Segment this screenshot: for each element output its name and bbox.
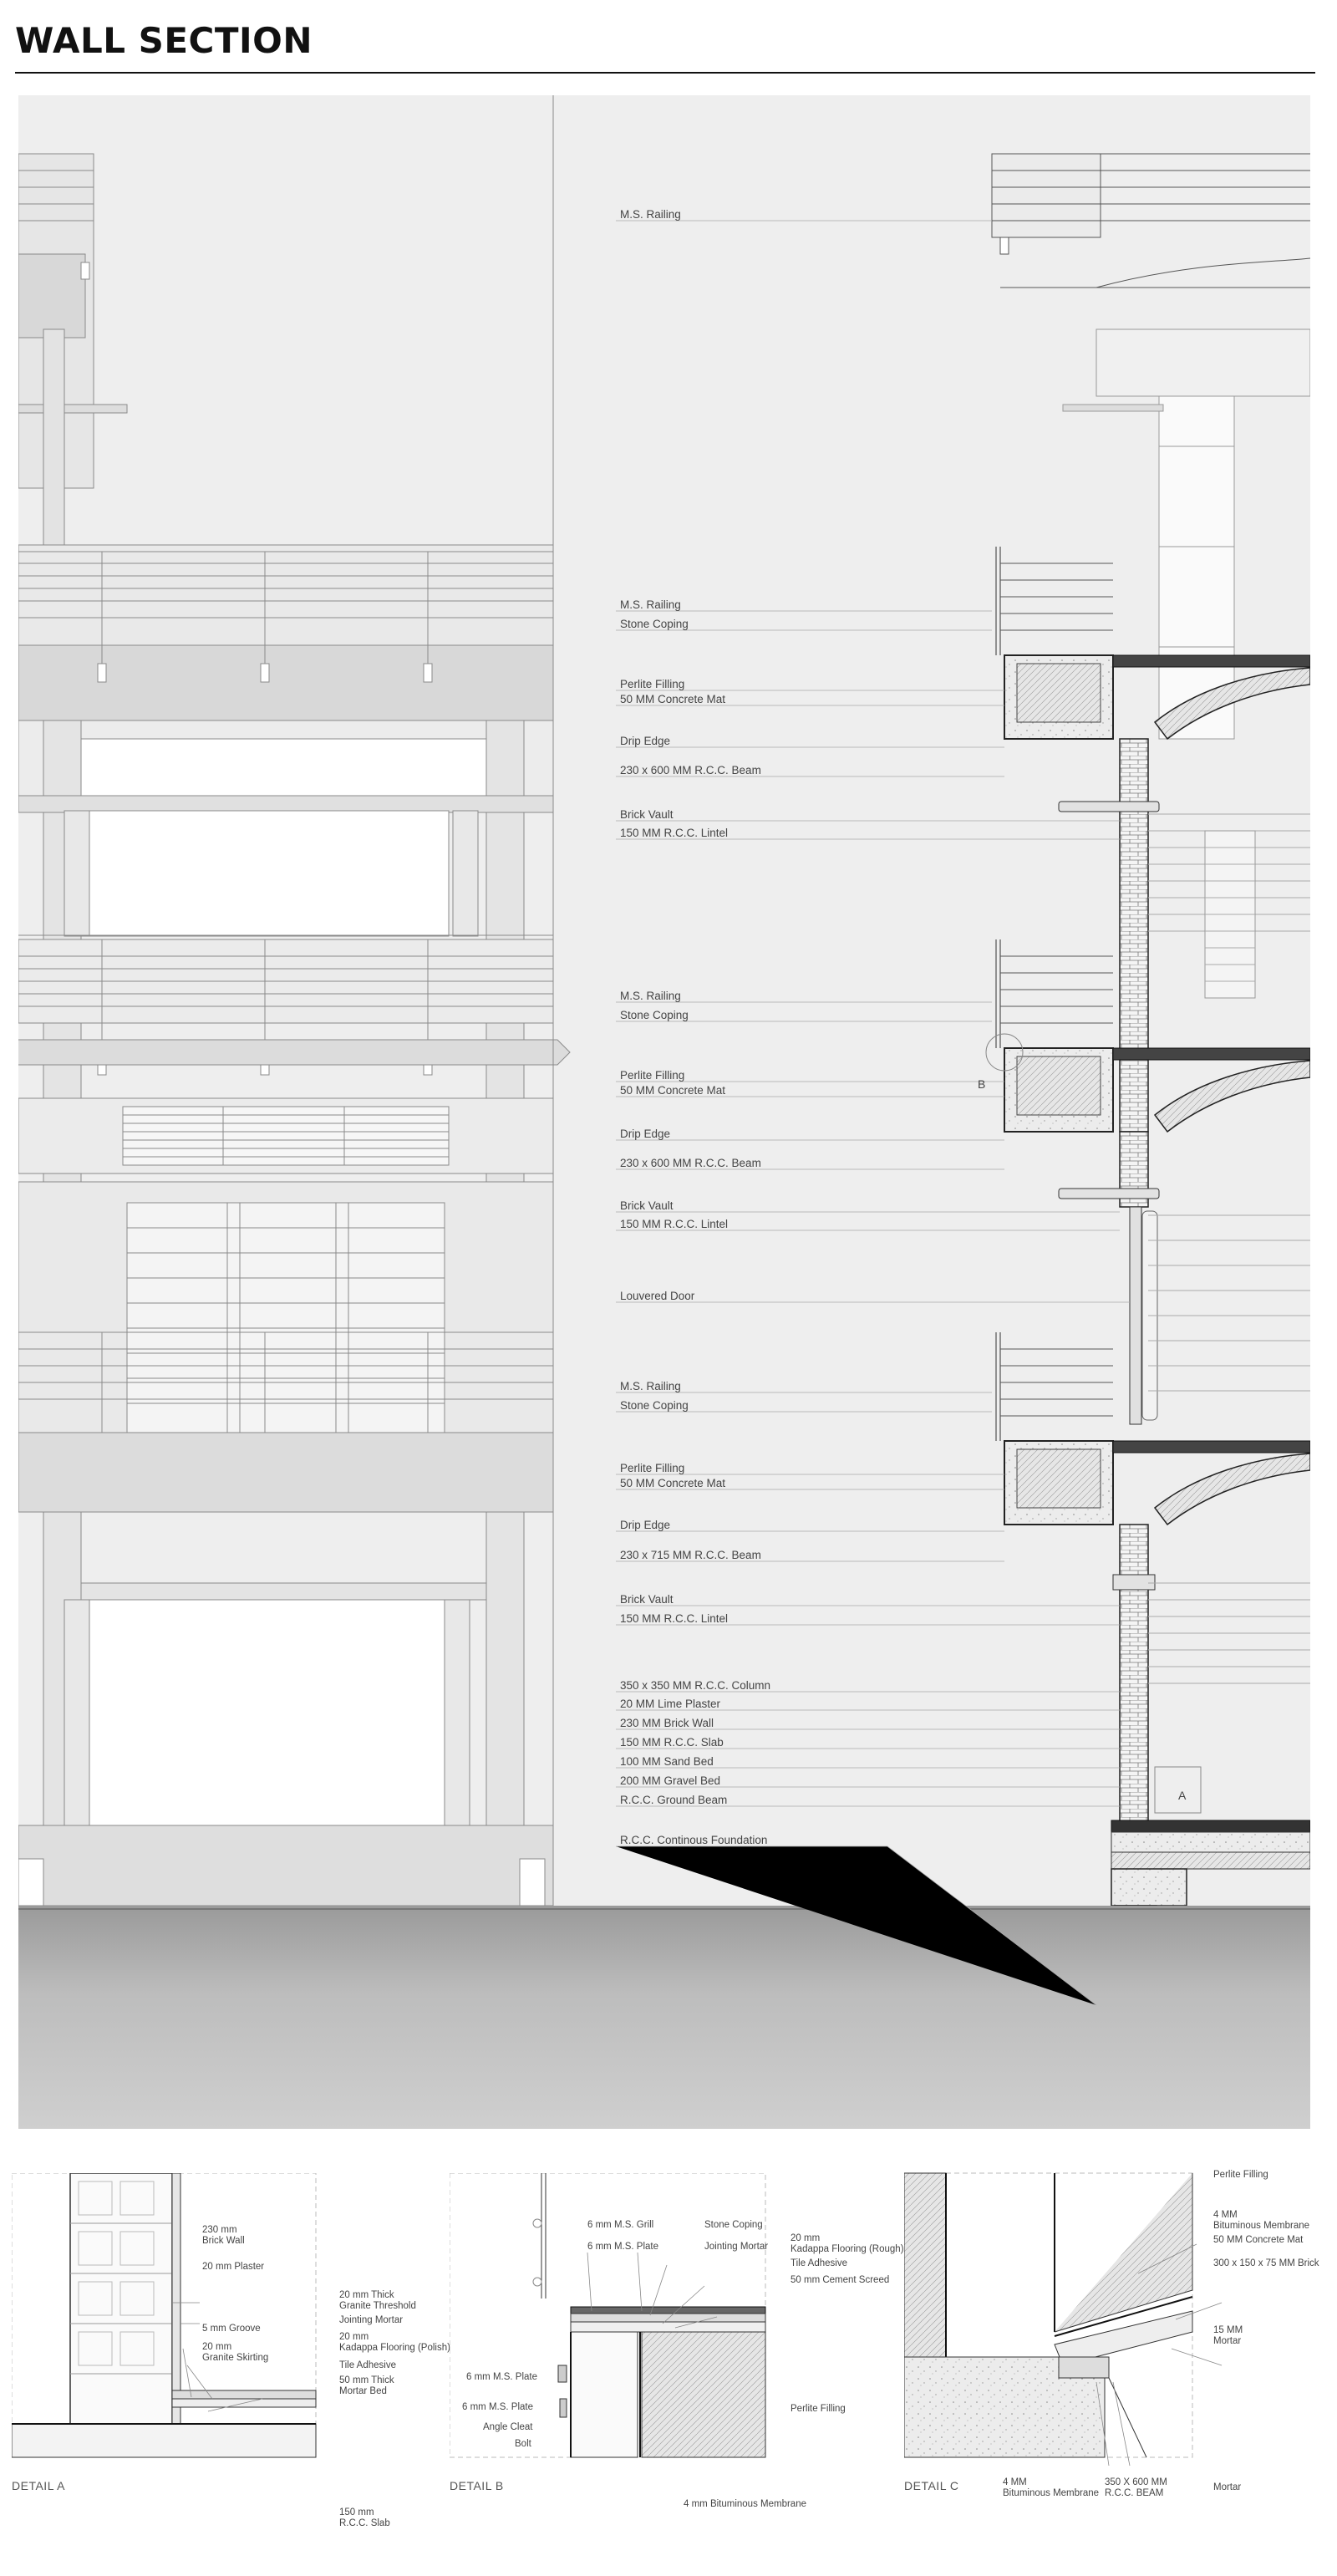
detail-b-label-ms-plate-1: 6 mm M.S. Plate	[587, 2242, 658, 2252]
section-linework	[18, 95, 1310, 2129]
detail-a-label-jointing-mortar: Jointing Mortar	[339, 2315, 404, 2325]
detail-b-label-jointing-mortar: Jointing Mortar	[704, 2242, 769, 2252]
label-ms-railing-top: M.S. Railing	[620, 208, 681, 221]
label-lintel-3: 150 MM R.C.C. Lintel	[620, 1612, 729, 1625]
ground-earth	[18, 1906, 1310, 2129]
label-concrete-mat-1: 50 MM Concrete Mat	[620, 693, 726, 705]
label-rcc-slab: 150 MM R.C.C. Slab	[620, 1736, 724, 1749]
detail-b-label-cement-screed: 50 mm Cement Screed	[791, 2275, 890, 2285]
detail-b-linework	[450, 2173, 901, 2566]
label-brick-vault-1: Brick Vault	[620, 808, 674, 821]
label-brick-vault-2: Brick Vault	[620, 1199, 674, 1212]
label-brick-vault-3: Brick Vault	[620, 1593, 674, 1606]
label-foundation: R.C.C. Continous Foundation	[620, 1834, 768, 1846]
elevation-left	[18, 95, 570, 1906]
detail-a-label-rcc-slab: 150 mm R.C.C. Slab	[339, 2507, 390, 2528]
label-beam-3: 230 x 715 MM R.C.C. Beam	[620, 1549, 761, 1561]
detail-c-label-mortar: Mortar	[1213, 2482, 1242, 2492]
detail-a-title: DETAIL A	[12, 2479, 65, 2492]
detail-b-label-bituminous: 4 mm Bituminous Membrane	[684, 2499, 806, 2509]
detail-b-title: DETAIL B	[450, 2479, 504, 2492]
label-ms-railing-1: M.S. Railing	[620, 598, 681, 611]
detail-b-label-ms-plate-3: 6 mm M.S. Plate	[462, 2402, 533, 2412]
label-ms-railing-2: M.S. Railing	[620, 990, 681, 1002]
detail-c	[904, 2165, 1330, 2566]
label-sand-bed: 100 MM Sand Bed	[620, 1755, 714, 1768]
callout-b: B	[978, 1077, 986, 1091]
label-perlite-filling-1: Perlite Filling	[620, 678, 685, 690]
label-perlite-filling-2: Perlite Filling	[620, 1069, 685, 1082]
label-stone-coping-2: Stone Coping	[620, 1009, 689, 1021]
detail-b-label-stone-coping: Stone Coping	[704, 2220, 763, 2230]
label-drip-edge-2: Drip Edge	[620, 1128, 671, 1140]
label-perlite-filling-3: Perlite Filling	[620, 1462, 685, 1474]
detail-c-label-rcc-beam: 350 X 600 MM R.C.C. BEAM	[1105, 2477, 1167, 2498]
detail-a	[12, 2173, 450, 2566]
title-rule	[15, 72, 1315, 74]
detail-c-label-mortar-15: 15 MM Mortar	[1213, 2325, 1243, 2346]
detail-a-label-granite-threshold: 20 mm Thick Granite Threshold	[339, 2290, 416, 2311]
detail-a-label-kadappa: 20 mm Kadappa Flooring (Polish)	[339, 2332, 450, 2353]
label-concrete-mat-3: 50 MM Concrete Mat	[620, 1477, 726, 1489]
label-concrete-mat-2: 50 MM Concrete Mat	[620, 1084, 726, 1097]
detail-b-label-bolt: Bolt	[515, 2439, 531, 2449]
detail-b-label-grill: 6 mm M.S. Grill	[587, 2220, 654, 2230]
section-right	[986, 154, 1310, 2078]
detail-b-label-tile-adhesive: Tile Adhesive	[791, 2258, 847, 2268]
label-louvered-door: Louvered Door	[620, 1290, 695, 1302]
label-drip-edge-3: Drip Edge	[620, 1519, 671, 1531]
label-drip-edge-1: Drip Edge	[620, 735, 671, 747]
label-gravel-bed: 200 MM Gravel Bed	[620, 1774, 721, 1787]
detail-c-label-bituminous-top: 4 MM Bituminous Membrane	[1213, 2210, 1310, 2231]
label-beam-1: 230 x 600 MM R.C.C. Beam	[620, 764, 761, 776]
label-stone-coping-1: Stone Coping	[620, 618, 689, 630]
wall-section-drawing	[18, 95, 1310, 2129]
label-ms-railing-3: M.S. Railing	[620, 1380, 681, 1392]
detail-a-label-granite-skirting: 20 mm Granite Skirting	[202, 2342, 269, 2363]
label-stone-coping-3: Stone Coping	[620, 1399, 689, 1412]
detail-c-label-brick: 300 x 150 x 75 MM Brick	[1213, 2258, 1319, 2268]
detail-b	[450, 2173, 904, 2566]
label-brick-wall: 230 MM Brick Wall	[620, 1717, 714, 1729]
detail-b-label-angle-cleat: Angle Cleat	[483, 2422, 533, 2432]
detail-c-title: DETAIL C	[904, 2479, 959, 2492]
label-beam-2: 230 x 600 MM R.C.C. Beam	[620, 1157, 761, 1169]
detail-c-label-concrete-mat: 50 MM Concrete Mat	[1213, 2235, 1304, 2245]
detail-b-label-ms-plate-2: 6 mm M.S. Plate	[466, 2372, 537, 2382]
detail-a-label-plaster: 20 mm Plaster	[202, 2262, 265, 2272]
page-title: WALL SECTION	[15, 20, 313, 61]
label-ground-beam: R.C.C. Ground Beam	[620, 1794, 728, 1806]
detail-b-label-kadappa-rough: 20 mm Kadappa Flooring (Rough)	[791, 2233, 904, 2254]
label-column: 350 x 350 MM R.C.C. Column	[620, 1679, 771, 1692]
label-lintel-1: 150 MM R.C.C. Lintel	[620, 827, 729, 839]
detail-a-label-brick-wall: 230 mm Brick Wall	[202, 2225, 245, 2246]
detail-c-label-bituminous-bottom: 4 MM Bituminous Membrane	[1003, 2477, 1100, 2498]
label-lime-plaster: 20 MM Lime Plaster	[620, 1698, 721, 1710]
detail-b-label-perlite: Perlite Filling	[791, 2404, 846, 2414]
detail-a-label-tile-adhesive: Tile Adhesive	[339, 2360, 396, 2370]
detail-a-label-mortar-bed: 50 mm Thick Mortar Bed	[339, 2375, 394, 2396]
detail-a-label-groove: 5 mm Groove	[202, 2324, 261, 2334]
callout-a: A	[1178, 1789, 1187, 1802]
label-lintel-2: 150 MM R.C.C. Lintel	[620, 1218, 729, 1230]
detail-c-label-perlite: Perlite Filling	[1213, 2170, 1268, 2180]
